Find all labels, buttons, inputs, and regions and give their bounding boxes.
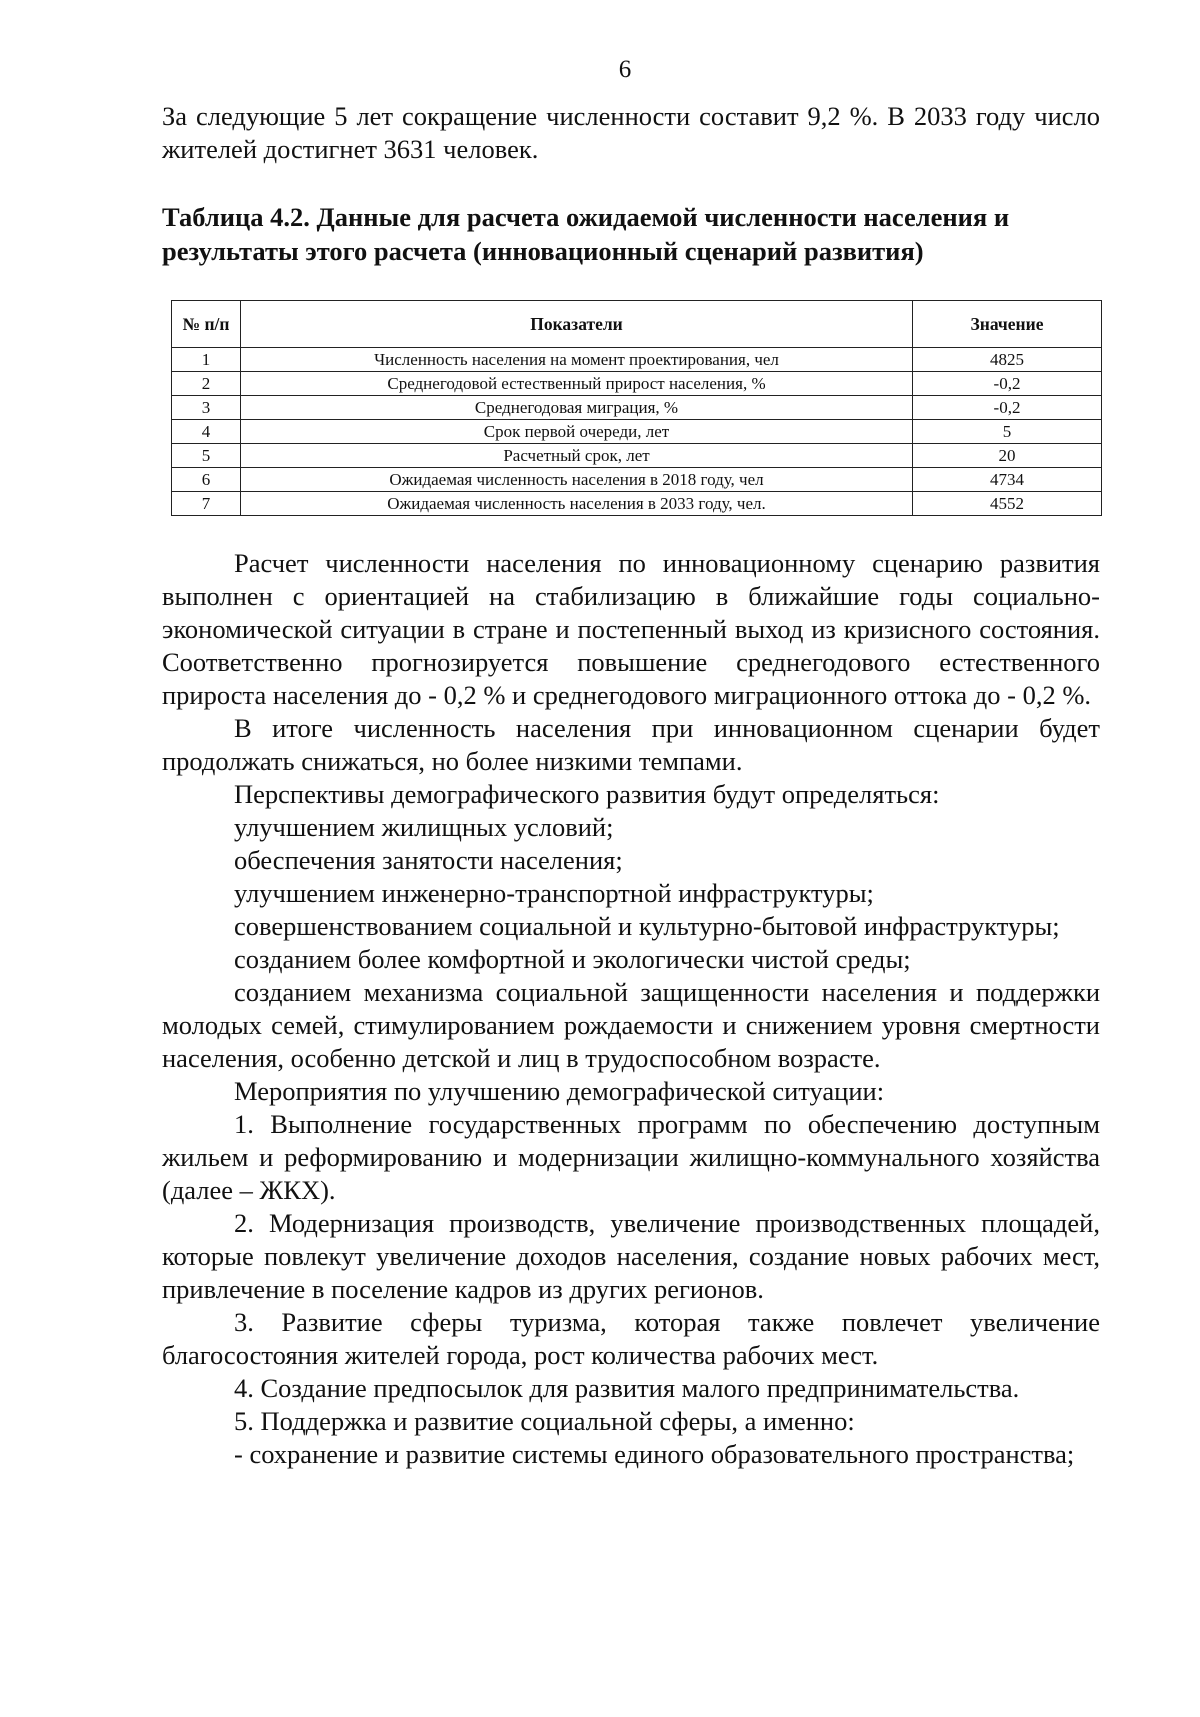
measure-item: 5. Поддержка и развитие социальной сферы, а именно: [234, 1406, 855, 1436]
cell-value: 20 [913, 444, 1102, 468]
cell-num: 7 [172, 492, 241, 516]
cell-num: 1 [172, 348, 241, 372]
paragraph: В итоге численность населения при инновационном сценарии будет продолжать снижаться, но более низкими темпами. [162, 713, 1100, 776]
header-num: № п/п [172, 301, 241, 348]
cell-indicator: Расчетный срок, лет [241, 444, 913, 468]
cell-value: -0,2 [913, 372, 1102, 396]
table-row [172, 348, 1102, 372]
measure-item: - сохранение и развитие системы единого образовательного пространства; [234, 1439, 1075, 1469]
table-row [172, 396, 1102, 420]
paragraph: Расчет численности населения по инновационному сценарию развития выполнен с ориентацией на стабилизацию в ближайшие годы социально-экономической ситуации в стране и постепенный выход из кризисного состояния. Соответственно прогнозируется повышение среднегодового естественного прироста населения до - 0,2 % и среднегодового миграционного оттока до - 0,2 %. [162, 548, 1100, 710]
measure-item: 4. Создание предпосылок для развития малого предпринимательства. [234, 1373, 1020, 1403]
list-item: созданием механизма социальной защищенности населения и поддержки молодых семей, стимулированием рождаемости и снижением уровня смертности населения, особенно детской и лиц в трудоспособном возрасте. [162, 977, 1100, 1073]
cell-indicator: Ожидаемая численность населения в 2018 году, чел [241, 468, 913, 492]
table-row [172, 468, 1102, 492]
cell-num: 5 [172, 444, 241, 468]
table-row [172, 444, 1102, 468]
cell-num: 4 [172, 420, 241, 444]
cell-value: 4552 [913, 492, 1102, 516]
cell-num: 2 [172, 372, 241, 396]
list-item: улучшением жилищных условий; [234, 812, 614, 842]
cell-indicator: Срок первой очереди, лет [241, 420, 913, 444]
paragraph: Перспективы демографического развития будут определяться: [234, 779, 940, 809]
cell-indicator: Среднегодовая миграция, % [241, 396, 913, 420]
page-number: 6 [618, 56, 632, 83]
intro-paragraph [162, 100, 1100, 166]
table-header-row [172, 301, 1102, 348]
cell-value: 4825 [913, 348, 1102, 372]
list-item: обеспечения занятости населения; [234, 845, 623, 875]
table-row [172, 372, 1102, 396]
cell-indicator: Численность населения на момент проектирования, чел [241, 348, 913, 372]
cell-value: -0,2 [913, 396, 1102, 420]
measure-item: 1. Выполнение государственных программ по обеспечению доступным жильем и реформированию и модернизации жилищно-коммунального хозяйства (далее – ЖКХ). [162, 1109, 1100, 1205]
header-value: Значение [913, 301, 1102, 348]
cell-value: 5 [913, 420, 1102, 444]
list-item: совершенствованием социальной и культурно-бытовой инфраструктуры; [234, 911, 1060, 941]
body-text [162, 547, 1100, 1471]
table-row [172, 492, 1102, 516]
cell-indicator: Ожидаемая численность населения в 2033 году, чел. [241, 492, 913, 516]
measure-item: 2. Модернизация производств, увеличение производственных площадей, которые повлекут увеличение доходов населения, создание новых рабочих мест, привлечение в поселение кадров из других регионов. [162, 1208, 1100, 1304]
table-title: Таблица 4.2. Данные для расчета ожидаемой численности населения и результаты этого расчета (инновационный сценарий развития) [162, 202, 1010, 266]
list-item: улучшением инженерно-транспортной инфраструктуры; [234, 878, 874, 908]
table-row [172, 420, 1102, 444]
paragraph: Мероприятия по улучшению демографической ситуации: [234, 1076, 885, 1106]
measure-item: 3. Развитие сферы туризма, которая также повлечет увеличение благосостояния жителей города, рост количества рабочих мест. [162, 1307, 1100, 1370]
cell-num: 3 [172, 396, 241, 420]
intro-text: За следующие 5 лет сокращение численности составит 9,2 %. В 2033 году число жителей достигнет 3631 человек. [162, 101, 1100, 164]
data-table [171, 300, 1102, 516]
cell-num: 6 [172, 468, 241, 492]
list-item: созданием более комфортной и экологически чистой среды; [234, 944, 911, 974]
header-indicator: Показатели [241, 301, 913, 348]
cell-indicator: Среднегодовой естественный прирост населения, % [241, 372, 913, 396]
cell-value: 4734 [913, 468, 1102, 492]
